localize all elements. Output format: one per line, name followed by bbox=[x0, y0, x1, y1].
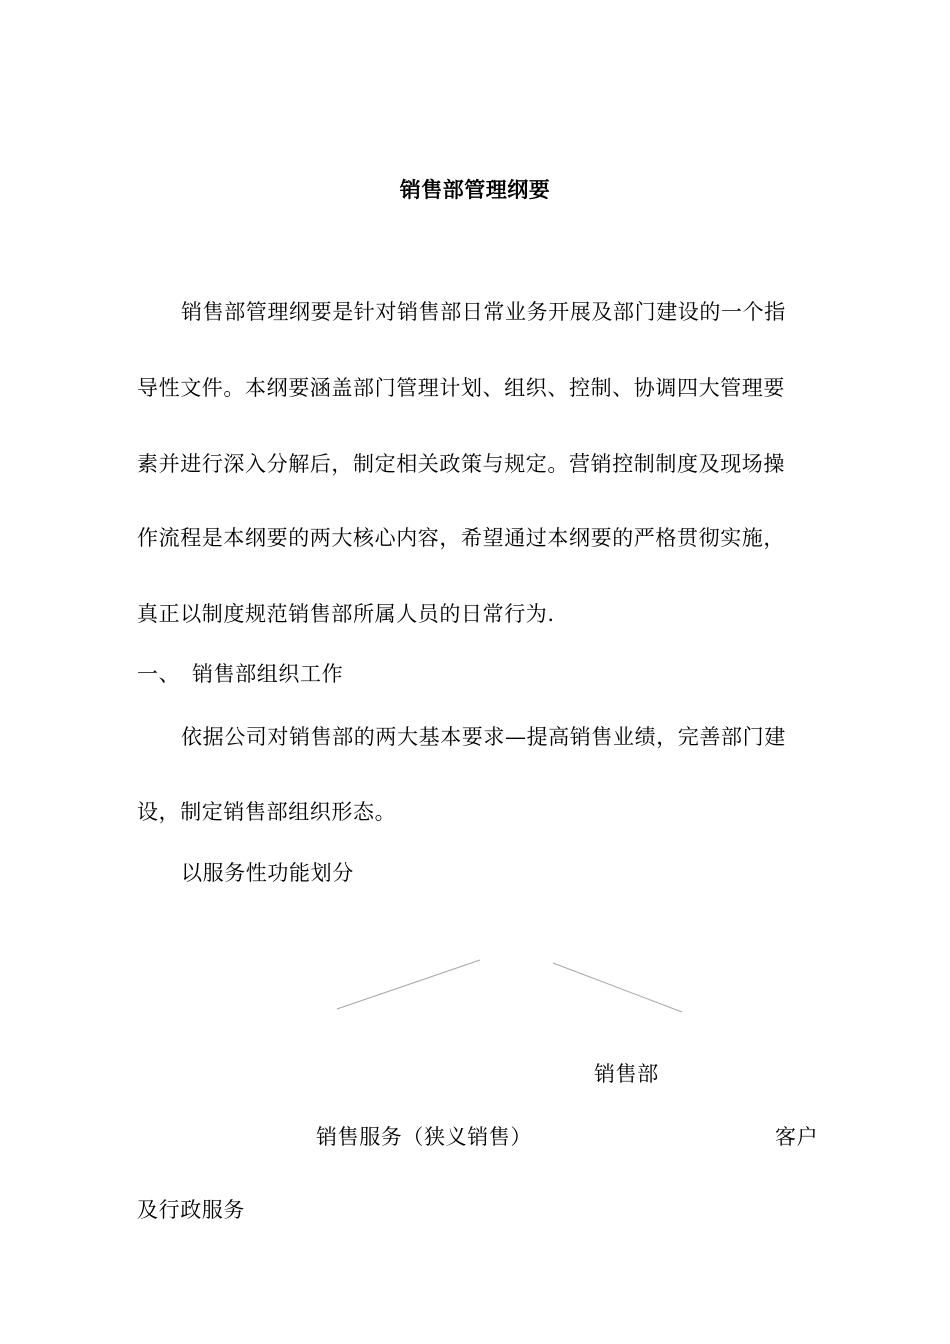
org-chart-right-branch-part1: 客户 bbox=[775, 1125, 819, 1149]
division-label: 以服务性功能划分 bbox=[181, 861, 354, 885]
section-heading: 销售部组织工作 bbox=[192, 662, 344, 686]
intro-line-5: 真正以制度规范销售部所属人员的日常行为. bbox=[137, 602, 555, 626]
document-title: 销售部管理纲要 bbox=[399, 177, 551, 202]
org-chart-connectors bbox=[0, 950, 950, 1020]
intro-line-4: 作流程是本纲要的两大核心内容，希望通过本纲要的严格贯彻实施， bbox=[137, 526, 785, 550]
intro-line-3: 素并进行深入分解后，制定相关政策与规定。营销控制制度及现场操 bbox=[137, 452, 785, 476]
org-chart-left-branch: 销售服务（狭义销售） bbox=[316, 1125, 532, 1149]
intro-line-1: 销售部管理纲要是针对销售部日常业务开展及部门建设的一个指 bbox=[181, 300, 786, 324]
connector-left bbox=[337, 960, 480, 1009]
org-line-2: 设，制定销售部组织形态。 bbox=[137, 800, 397, 824]
connector-right bbox=[553, 963, 682, 1012]
org-line-1: 依据公司对销售部的两大基本要求—提高销售业绩，完善部门建 bbox=[181, 725, 786, 749]
org-chart-root: 销售部 bbox=[594, 1062, 659, 1086]
org-chart-right-branch-part2: 及行政服务 bbox=[137, 1198, 245, 1222]
section-number: 一、 bbox=[137, 662, 181, 686]
intro-line-2: 导性文件。本纲要涵盖部门管理计划、组织、控制、协调四大管理要 bbox=[137, 376, 785, 400]
